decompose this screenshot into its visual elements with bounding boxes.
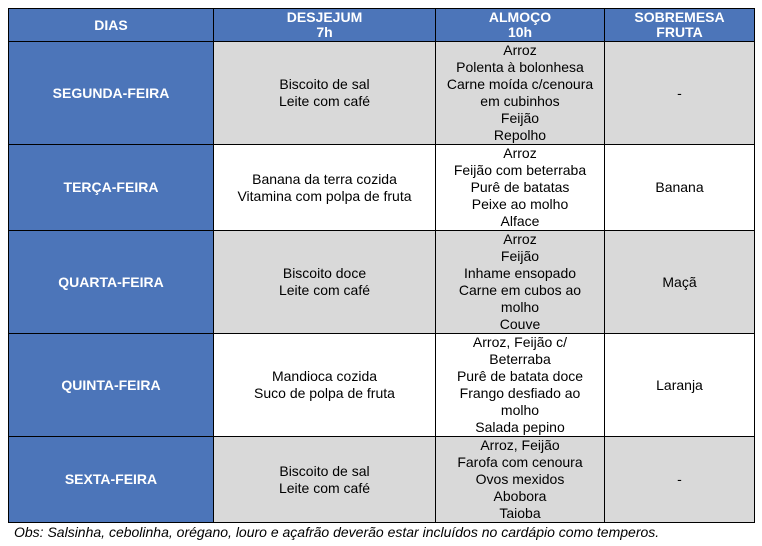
fruta-cell: Banana — [605, 145, 755, 231]
almoco-cell: Arroz Polenta à bolonhesa Carne moída c/cenoura em cubinhos Feijão Repolho — [436, 42, 605, 145]
fruta-cell: - — [605, 437, 755, 523]
header-dias: DIAS — [9, 9, 214, 42]
almoco-cell: Arroz, Feijão Farofa com cenoura Ovos mexidos Abobora Taioba — [436, 437, 605, 523]
day-cell: SEGUNDA-FEIRA — [9, 42, 214, 145]
table-row-terca — [9, 145, 755, 231]
menu-table — [8, 8, 755, 523]
desjejum-cell: Biscoito de sal Leite com café — [214, 42, 436, 145]
desjejum-cell: Banana da terra cozida Vitamina com polpa de fruta — [214, 145, 436, 231]
header-desjejum: DESJEJUM 7h — [214, 9, 436, 42]
fruta-cell: - — [605, 42, 755, 145]
day-cell: TERÇA-FEIRA — [9, 145, 214, 231]
fruta-cell: Maçã — [605, 231, 755, 334]
obs-note: Obs: Salsinha, cebolinha, orégano, louro e açafrão deverão estar incluídos no cardápio como temperos. — [14, 524, 660, 540]
table-row-segunda — [9, 42, 755, 145]
table-row-quarta — [9, 231, 755, 334]
almoco-cell: Arroz Feijão com beterraba Purê de batatas Peixe ao molho Alface — [436, 145, 605, 231]
day-cell: SEXTA-FEIRA — [9, 437, 214, 523]
header-sobremesa: SOBREMESA FRUTA — [605, 9, 755, 42]
table-row-quinta — [9, 334, 755, 437]
header-row — [9, 9, 755, 42]
desjejum-cell: Biscoito doce Leite com café — [214, 231, 436, 334]
almoco-cell: Arroz Feijão Inhame ensopado Carne em cubos ao molho Couve — [436, 231, 605, 334]
desjejum-cell: Mandioca cozida Suco de polpa de fruta — [214, 334, 436, 437]
header-almoco: ALMOÇO 10h — [436, 9, 605, 42]
day-cell: QUARTA-FEIRA — [9, 231, 214, 334]
table-row-sexta — [9, 437, 755, 523]
fruta-cell: Laranja — [605, 334, 755, 437]
day-cell: QUINTA-FEIRA — [9, 334, 214, 437]
almoco-cell: Arroz, Feijão c/ Beterraba Purê de batata doce Frango desfiado ao molho Salada pepino — [436, 334, 605, 437]
desjejum-cell: Biscoito de sal Leite com café — [214, 437, 436, 523]
